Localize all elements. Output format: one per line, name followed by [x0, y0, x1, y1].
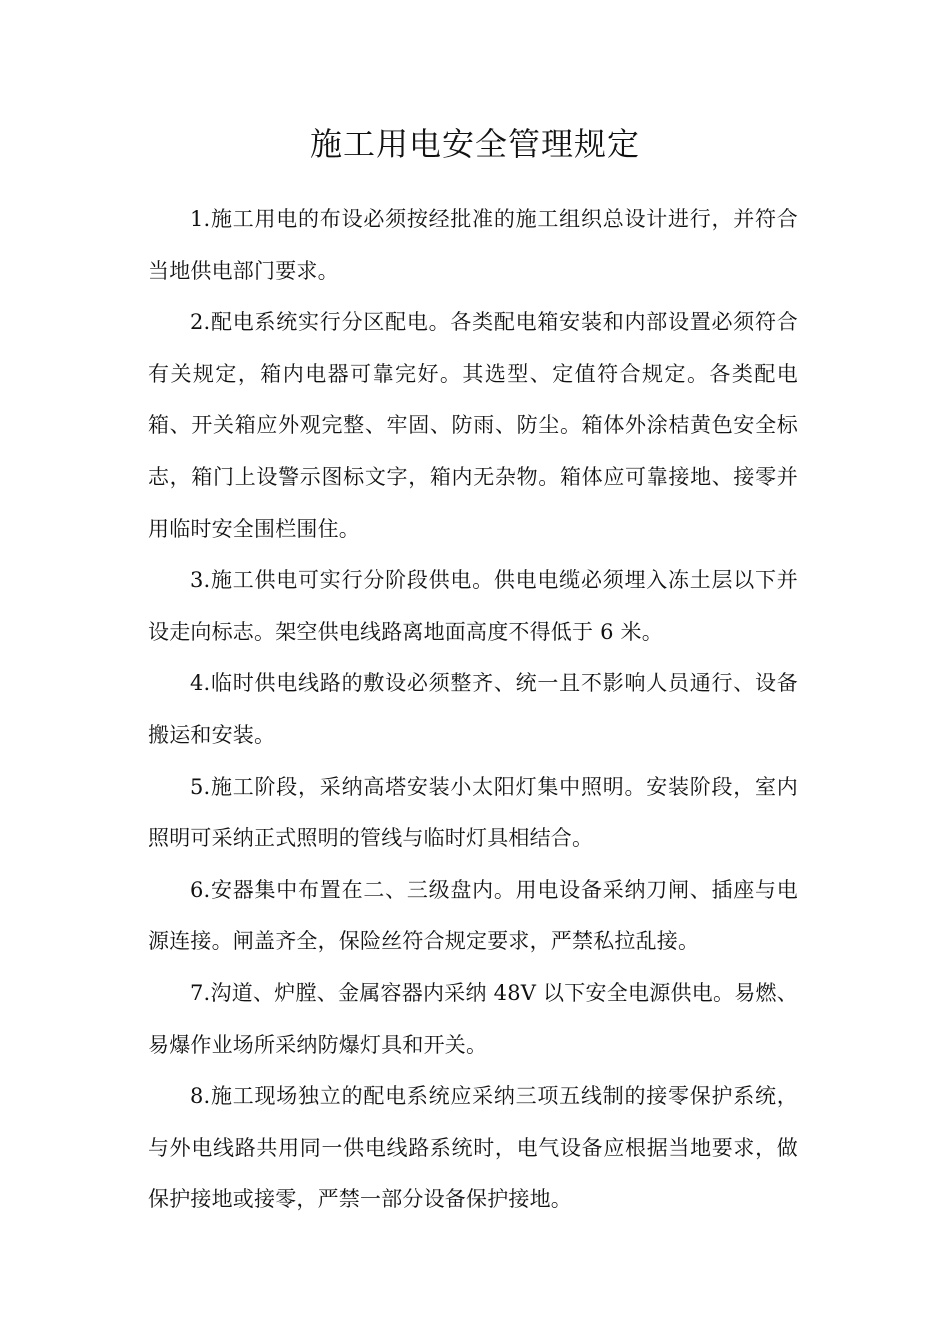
paragraph-3: 3.施工供电可实行分阶段供电。供电电缆必须埋入冻土层以下并设走向标志。架空供电线路离地面高度不得低于 6 米。: [148, 568, 798, 644]
paragraph-8: 8.施工现场独立的配电系统应采纳三项五线制的接零保护系统，与外电线路共用同一供电线路系统时，电气设备应根据当地要求，做保护接地或接零，严禁一部分设备保护接地。: [148, 1084, 798, 1212]
paragraph-7: 7.沟道、炉膛、金属容器内采纳 48V 以下安全电源供电。易燃、易爆作业场所采纳防爆灯具和开关。: [148, 980, 798, 1057]
paragraph-1: 1.施工用电的布设必须按经批准的施工组织总设计进行，并符合当地供电部门要求。: [148, 207, 798, 283]
paragraph-2: 2.配电系统实行分区配电。各类配电箱安装和内部设置必须符合有关规定，箱内电器可靠完好。其选型、定值符合规定。各类配电箱、开关箱应外观完整、牢固、防雨、防尘。箱体外涂桔黄色安全标志，箱门上设警示图标文字，箱内无杂物。箱体应可靠接地、接零并用临时安全围栏围住。: [148, 310, 798, 541]
document-body: [148, 194, 798, 1226]
document-title: 施工用电安全管理规定: [309, 125, 640, 163]
paragraph-6: 6.安器集中布置在二、三级盘内。用电设备采纳刀闸、插座与电源连接。闸盖齐全，保险丝符合规定要求，严禁私拉乱接。: [148, 877, 798, 954]
paragraph-5: 5.施工阶段，采纳高塔安装小太阳灯集中照明。安装阶段，室内照明可采纳正式照明的管线与临时灯具相结合。: [148, 774, 798, 851]
paragraph-4: 4.临时供电线路的敷设必须整齐、统一且不影响人员通行、设备搬运和安装。: [148, 671, 798, 747]
